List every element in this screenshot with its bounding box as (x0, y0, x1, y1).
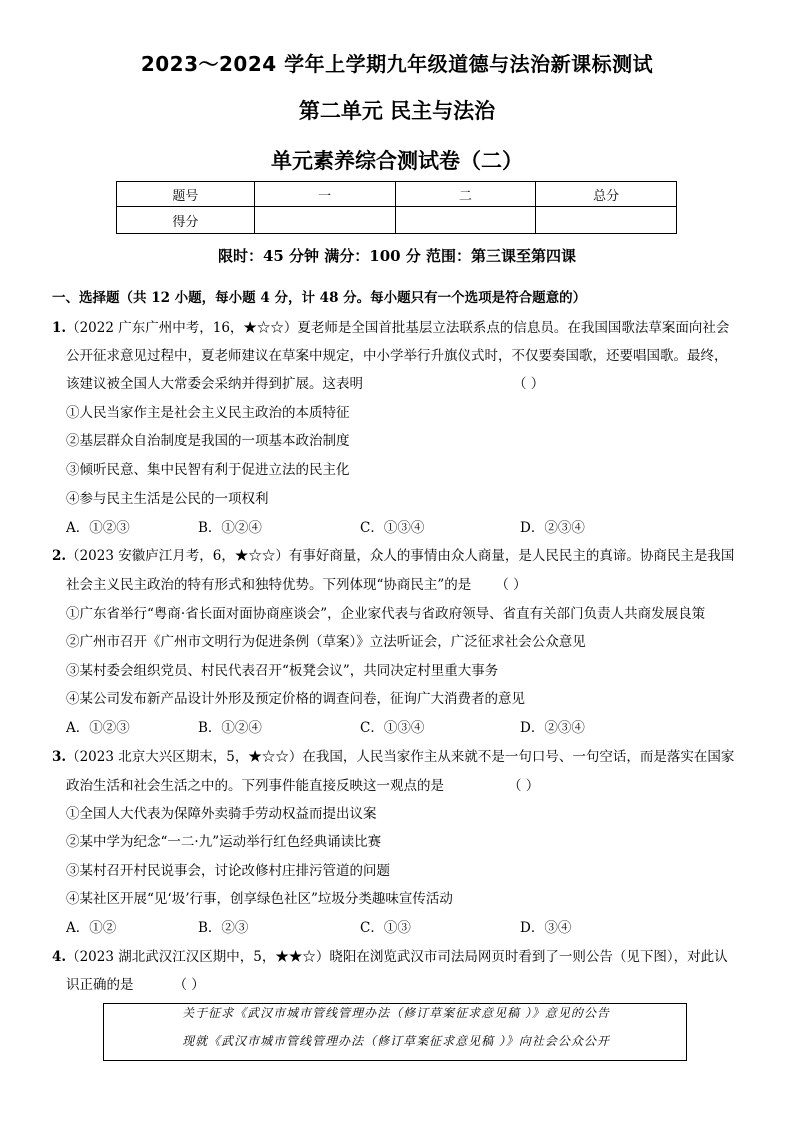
question-number: 1. (52, 320, 67, 336)
statement: ④某公司发布新产品设计外形及预定价格的调查问卷，征询广大消费者的意见 (66, 691, 525, 707)
score-cell (536, 207, 677, 234)
statement: ③某村委会组织党员、村民代表召开“板凳会议”，共同决定村里重大事务 (66, 663, 499, 679)
notice-title: 关于征求《武汉市城市管线管理办法（修订草案征求意见稿 ）》意见的公告 (182, 1006, 610, 1020)
question-1-line (66, 375, 544, 393)
question-text: （2023 安徽庐江月考，6，★☆☆）有事好商量，众人的事情由众人商量，是人民民主的真谛。协商民主是我国 (66, 548, 735, 564)
notice-body: 现就《武汉市城市管线管理办法（修订草案征求意见稿 ）》向社会公众公开 (182, 1034, 610, 1048)
statement: ④参与民主生活是公民的一项权利 (66, 491, 269, 507)
question-text: 政治生活和社会生活之中的。下列事件能直接反映这一观点的是 (66, 778, 444, 794)
statement: ③倾听民意、集中民智有利于促进立法的民主化 (66, 462, 350, 478)
score-cell (395, 207, 536, 234)
question-text: 识正确的是 (66, 977, 134, 993)
section-title: 一、选择题（共 12 小题，每小题 4 分，计 48 分。每小题只有一个选项是符合题意的） (52, 290, 587, 306)
option-b: B．①②④ (198, 520, 262, 536)
score-table (116, 181, 677, 234)
question-number: 4. (52, 949, 67, 965)
question-text: （2022 广东广州中考，16，★☆☆）夏老师是全国首批基层立法联系点的信息员。在我国国歌法草案面向社会 (66, 320, 730, 336)
option-c: C．①③④ (360, 520, 425, 536)
option-d: D．③④ (520, 920, 572, 936)
answer-paren: （ ） (173, 977, 205, 993)
option-d: D．②③④ (520, 520, 585, 536)
statement: ③某村召开村民说事会，讨论改修村庄排污管道的问题 (66, 863, 390, 879)
question-4-line (52, 948, 728, 966)
statement: ②基层群众自治制度是我国的一项基本政治制度 (66, 433, 350, 449)
statement: ④某社区开展“见‘圾’行事，创享绿色社区”垃圾分类趣味宣传活动 (66, 891, 453, 907)
option-a: A．①② (66, 920, 117, 936)
score-cell (254, 207, 395, 234)
question-4-line (66, 976, 205, 994)
question-2-line (52, 547, 734, 565)
question-2-line (66, 576, 527, 594)
statement: ①广东省举行“粤商·省长面对面协商座谈会”，企业家代表与省政府领导、省直有关部门负责人共商发展良策 (66, 606, 706, 622)
score-table-header-row (117, 182, 677, 207)
score-cell: 得分 (117, 207, 255, 234)
option-d: D．②③④ (520, 720, 585, 736)
notice-box (103, 1003, 687, 1061)
question-number: 2. (52, 548, 67, 564)
answer-paren: （ ） (495, 577, 527, 593)
score-table-score-row (117, 207, 677, 234)
question-text: 社会主义民主政治的特有形式和独特优势。下列体现“协商民主”的是 (66, 577, 472, 593)
score-cell: 总分 (536, 182, 677, 207)
option-a: A．①②③ (66, 520, 130, 536)
question-number: 3. (52, 749, 67, 765)
statement: ①人民当家作主是社会主义民主政治的本质特征 (66, 405, 350, 421)
option-b: B．①②④ (198, 720, 262, 736)
question-3-line (52, 748, 734, 766)
statement: ②某中学为纪念“一二·九”运动举行红色经典诵读比赛 (66, 834, 382, 850)
statement: ②广州市召开《广州市文明行为促进条例（草案）》立法听证会，广泛征求社会公众意见 (66, 634, 586, 650)
answer-paren: （ ） (513, 376, 545, 392)
exam-info: 限时：45 分钟 满分：100 分 范围：第三课至第四课 (217, 247, 577, 265)
question-3-line (66, 777, 539, 795)
question-text: 该建议被全国人大常委会采纳并得到扩展。这表明 (66, 376, 363, 392)
option-b: B．②③ (198, 920, 249, 936)
answer-paren: （ ） (508, 778, 540, 794)
option-c: C．①③④ (360, 720, 425, 736)
option-a: A．①②③ (66, 720, 130, 736)
exam-title: 2023～2024 学年上学期九年级道德与法治新课标测试 (140, 52, 654, 76)
score-cell: 一 (254, 182, 395, 207)
score-cell: 题号 (117, 182, 255, 207)
question-text: （2023 湖北武汉江汉区期中，5，★★☆）晓阳在浏览武汉市司法局网页时看到了一则公告（见下图），对此认 (66, 949, 728, 965)
test-title: 单元素养综合测试卷（二） (271, 149, 523, 173)
unit-title: 第二单元 民主与法治 (298, 99, 496, 123)
statement: ①全国人大代表为保障外卖骑手劳动权益而提出议案 (66, 806, 377, 822)
question-1-line (52, 319, 729, 337)
score-cell: 二 (395, 182, 536, 207)
option-c: C．①③ (360, 920, 411, 936)
question-text: （2023 北京大兴区期末，5，★☆☆）在我国，人民当家作主从来就不是一句口号、一句空话，而是落实在国家 (66, 749, 735, 765)
question-text: 公开征求意见过程中，夏老师建议在草案中规定，中小学举行升旗仪式时，不仅要奏国歌，还要唱国歌。最终， (66, 348, 728, 364)
